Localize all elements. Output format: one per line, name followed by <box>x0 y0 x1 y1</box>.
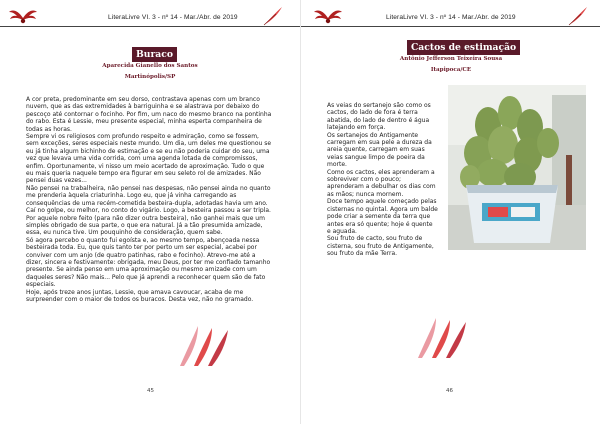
body-line: me prenderia àquela criaturinha. Logo eu, que já vinha carregando as <box>26 192 237 200</box>
body-line: todas as horas. <box>26 125 72 133</box>
body-line: enfim. Oportunamente, vi nisso um meio acertado de aproximação. Tudo o que <box>26 162 265 170</box>
body-line: daqueles seres? Não mais... Pelo que já aprendi a reconhecer quem são de fato <box>26 273 266 281</box>
body-line: dizer, sincera e festivamente: obrigada, meu Deus, por ter me confiado tamanho <box>26 258 271 266</box>
header-rule <box>0 26 300 27</box>
page-header <box>301 4 600 28</box>
article-author: Aparecida Gianello dos Santos <box>102 63 198 69</box>
header-text: LiteraLivre VI. 3 - nº 14 - Mar./Abr. de 2019 <box>386 14 516 21</box>
body-line: Os sertanejos do Antigamente <box>327 131 419 139</box>
body-line: Sou fruto de cacto, sou fruto de <box>327 235 423 243</box>
body-line: besteirada toda. Eu, que quis tanto ter por perto um ser especial, acabei por <box>26 244 257 252</box>
wings-logo-icon <box>8 6 38 28</box>
page-header <box>0 4 300 28</box>
body-line: Caí no golpe, ou melhor, no conto do vigário. Logo, a besteira passou a ser tripla. <box>26 207 271 215</box>
body-line: Como os cactos, eles aprenderam a <box>327 168 435 176</box>
header-rule <box>301 26 600 27</box>
body-line: carregam em sua pele a dureza da <box>327 139 432 147</box>
body-line: Por aquele nobre feito (para não dizer outra besteira), não ganhei mais que um <box>26 214 265 222</box>
body-line: surpreender com o maior de todos os buracos. Desta vez, não no gramado. <box>26 295 254 303</box>
body-line: antes era só quente; hoje é quente <box>327 220 433 228</box>
wings-logo-icon <box>313 6 343 28</box>
article-location: Martinópolis/SP <box>124 74 176 80</box>
feathers-decoration-icon <box>412 314 472 360</box>
body-line: pensei duas vezes... <box>26 177 87 185</box>
body-line: Doce tempo aquele começado pelas <box>327 198 437 206</box>
quill-feather-icon <box>262 5 284 27</box>
body-line: Hoje, após treze anos juntas, Lessie, que amava cavoucar, acaba de me <box>26 288 244 296</box>
feathers-decoration-icon <box>172 322 232 368</box>
body-line: as mãos; nunca mornem. <box>327 190 404 198</box>
body-line: sem exceções, seres especiais neste mundo. Um dia, um deles me questionou se <box>26 140 272 148</box>
body-line: consequências de uma recém-cometida besteira-dupla, adotadas havia um ano. <box>26 199 268 207</box>
body-line: areia quente, carregam em suas <box>327 146 425 154</box>
body-line: A cor preta, predominante em seu dorso, contrastava apenas com um branco <box>26 96 260 103</box>
body-line: pescoço até contornar o focinho. Por fim, um naco do mesmo branco na pontinha <box>26 110 272 118</box>
body-line: aprenderam a debulhar os dias com <box>327 183 436 191</box>
body-line: sou fruto da mãe Terra. <box>327 250 398 258</box>
body-line: cactos, do lado de fora é terra <box>327 109 418 117</box>
body-line: Não pensei na trabalheira, não pensei nas despesas, não pensei ainda no quanto <box>26 184 271 192</box>
body-line: cisternas no quintal. Agora um balde <box>327 205 438 213</box>
page-number: 46 <box>446 388 453 394</box>
header-text: LiteraLivre VI. 3 - nº 14 - Mar./Abr. de 2019 <box>108 14 238 21</box>
body-line: conviver com um anjo (de quatro patinhas, rabo e focinho). Atrevo-me até a <box>26 251 256 259</box>
body-line: simples obrigado de sua parte, o que era natural. Já a tão presumida amizade, <box>26 221 263 229</box>
body-line: especiais. <box>26 281 56 289</box>
body-line: eu já tinha algum bichinho de estimação e se eu não poderia cuidar do seu, uma <box>26 147 270 155</box>
body-line: nuvem, que as das extremidades à barriguinha e se alastrava por debaixo do <box>26 103 260 111</box>
body-line: Só agora percebo o quanto fui egoísta e, ao mesmo tempo, abençoada nessa <box>26 236 260 244</box>
body-line: Sempre vi os religiosos com profundo respeito e admiração, como se fossem, <box>26 133 259 141</box>
article-body <box>327 102 445 258</box>
cactus-photo <box>448 85 586 250</box>
body-line: morte. <box>327 161 347 169</box>
article-location: Itapipoca/CE <box>430 67 472 73</box>
body-line: eu mais queria naquele tempo era figurar em seu seleto rol de amizades. Não <box>26 170 261 178</box>
body-line: pode criar a semente da terra que <box>327 213 431 221</box>
body-line: do rabo. Esta é Lessie, meu presente especial, minha esperta companheira de <box>26 118 262 126</box>
article-author: Antônio Jefferson Teixeira Sousa <box>399 56 503 62</box>
body-line: cisterna, sou fruto de Antigamente, <box>327 242 434 250</box>
page-number: 45 <box>147 388 154 394</box>
body-line: sobreviver com o pouco; <box>327 176 402 184</box>
body-line: latejando em força. <box>327 124 386 132</box>
body-line: vez que levava uma vida corrida, com uma agenda lotada de compromissos, <box>26 155 258 163</box>
body-line: abatida, do lado de dentro é água <box>327 116 430 124</box>
article-title: Buraco <box>132 47 177 62</box>
body-line: veias sangue limpo de poeira da <box>327 153 425 161</box>
body-line: presente. Se ainda penso em uma aproximação ou mesmo amizade com um <box>26 266 257 274</box>
body-line: e aguada. <box>327 227 357 235</box>
body-line: essa, eu nunca tive. Um pouquinho de consideração, quem sabe. <box>26 229 223 237</box>
article-title: Cactos de estimação <box>407 40 520 55</box>
body-line: As veias do sertanejo são como os <box>327 102 431 109</box>
article-body <box>26 96 276 303</box>
quill-feather-icon <box>567 5 589 27</box>
